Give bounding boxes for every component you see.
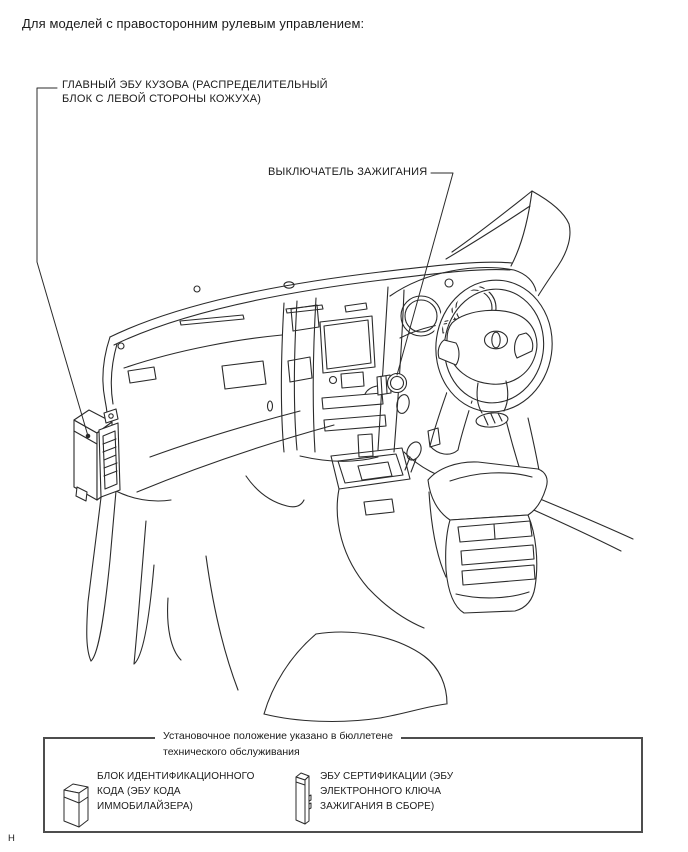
nav-screen <box>320 316 375 373</box>
legend-header-line1: Установочное положение указано в бюллетене <box>155 730 401 742</box>
legend-item1-line2: КОДА (ЭБУ КОДА <box>97 786 181 797</box>
shift-lever-knob <box>404 440 424 463</box>
seat-floor <box>206 556 447 721</box>
page-marker: Н <box>8 833 15 844</box>
legend-item-certification-ecu <box>320 769 453 814</box>
dash-left-side <box>87 305 334 664</box>
callout-main-body-ecu <box>62 79 328 106</box>
center-console <box>331 428 458 628</box>
steering-wheel <box>427 273 560 429</box>
legend-item2-line3: ЗАЖИГАНИЯ В СБОРЕ) <box>320 801 435 812</box>
armrest-console-box <box>428 462 547 613</box>
callout-ignition-switch: ВЫКЛЮЧАТЕЛЬ ЗАЖИГАНИЯ <box>268 166 428 178</box>
certification-ecu-icon <box>293 770 313 833</box>
immobilizer-code-ecu-icon <box>61 781 91 834</box>
top-note: Для моделей с правосторонним рулевым управлением: <box>22 16 365 31</box>
main-body-ecu-block <box>74 409 120 501</box>
legend-item2-line1: ЭБУ СЕРТИФИКАЦИИ (ЭБУ <box>320 771 454 782</box>
legend-item1-line1: БЛОК ИДЕНТИФИКАЦИОННОГО <box>97 771 255 782</box>
legend-item2-line2: ЭЛЕКТРОННОГО КЛЮЧА <box>320 786 442 797</box>
legend-header-line2: технического обслуживания <box>163 746 300 758</box>
legend-box <box>43 730 643 833</box>
callout-main-body-ecu-line2: БЛОК С ЛЕВОЙ СТОРОНЫ КОЖУХА) <box>62 92 262 105</box>
leader-main-body-ecu <box>37 88 88 436</box>
callout-main-body-ecu-line1: ГЛАВНЫЙ ЭБУ КУЗОВА (РАСПРЕДЕЛИТЕЛЬНЫЙ <box>62 79 328 91</box>
legend-item-immobilizer <box>97 769 254 814</box>
legend-item1-line3: ИММОБИЛАЙЗЕРА) <box>97 801 193 812</box>
